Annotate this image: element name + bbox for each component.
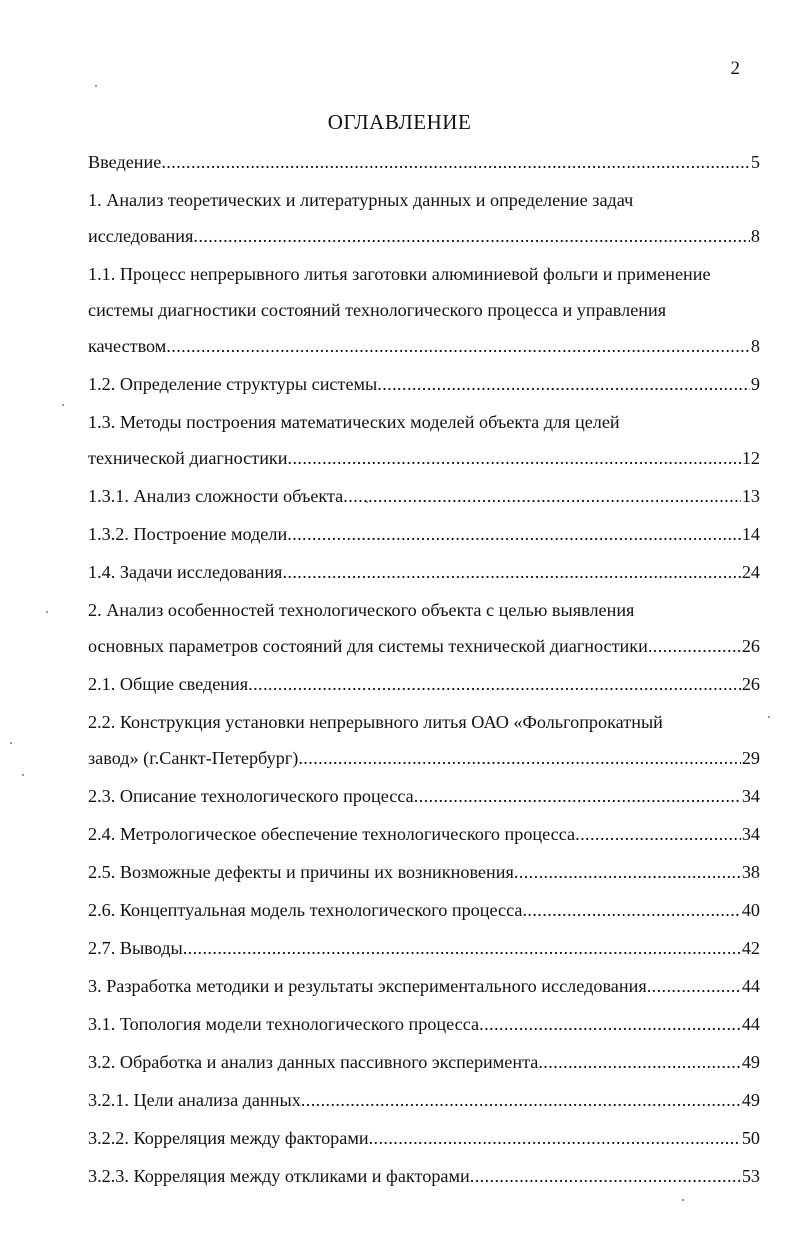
toc-entry-page: 13 <box>741 486 760 506</box>
toc-entry-last-line <box>88 740 760 776</box>
toc-entry-text: 2.5. Возможные дефекты и причины их возникновения <box>88 862 514 882</box>
dot-leader <box>248 666 741 702</box>
dot-leader <box>647 968 741 1004</box>
dot-leader <box>377 366 750 402</box>
toc-entry-last-line <box>88 854 760 890</box>
toc-entry-page: 49 <box>741 1090 760 1110</box>
scan-speck <box>22 774 24 776</box>
toc-entry-last-line <box>88 1044 760 1080</box>
toc-entry <box>88 854 760 890</box>
toc-entry-text: качеством <box>88 336 167 356</box>
scan-speck <box>682 1199 684 1201</box>
table-of-contents <box>88 144 760 1196</box>
toc-entry <box>88 256 760 364</box>
toc-entry-last-line <box>88 218 760 254</box>
dot-leader <box>470 1158 741 1194</box>
toc-entry-last-line <box>88 628 760 664</box>
toc-entry-page: 44 <box>741 976 760 996</box>
toc-entry <box>88 404 760 476</box>
dot-leader <box>298 740 740 776</box>
toc-entry <box>88 666 760 702</box>
toc-entry-text: технической диагностики <box>88 448 288 468</box>
toc-entry-text: Введение <box>88 152 162 172</box>
toc-entry <box>88 1158 760 1194</box>
toc-entry <box>88 892 760 928</box>
toc-entry-page: 49 <box>741 1052 760 1072</box>
toc-entry <box>88 704 760 776</box>
toc-entry-last-line <box>88 478 760 514</box>
toc-entry-last-line <box>88 816 760 852</box>
dot-leader <box>301 1082 741 1118</box>
toc-entry-text: 3.2.2. Корреляция между факторами <box>88 1128 369 1148</box>
toc-entry-line: 2.2. Конструкция установки непрерывного литья ОАО «Фольгопрокатный <box>88 712 663 732</box>
toc-entry-text: 2.3. Описание технологического процесса <box>88 786 414 806</box>
toc-entry-text: 2.4. Метрологическое обеспечение технологического процесса <box>88 824 576 844</box>
toc-entry-last-line <box>88 778 760 814</box>
toc-entry-last-line <box>88 554 760 590</box>
toc-entry-page: 14 <box>741 524 760 544</box>
toc-entry-page: 40 <box>741 900 760 920</box>
toc-entry-text: 1.3.2. Построение модели <box>88 524 288 544</box>
toc-entry-last-line <box>88 516 760 552</box>
dot-leader <box>343 478 741 514</box>
toc-entry-text: 3.1. Топология модели технологического процесса <box>88 1014 480 1034</box>
toc-entry-line: 2. Анализ особенностей технологического объекта с целью выявления <box>88 600 635 620</box>
toc-entry-line: 1.3. Методы построения математических моделей объекта для целей <box>88 412 620 432</box>
scan-speck <box>10 742 12 744</box>
toc-entry-page: 9 <box>750 374 760 394</box>
toc-entry-page: 8 <box>750 226 760 246</box>
toc-entry-text: 1.4. Задачи исследования <box>88 562 283 582</box>
scan-speck <box>62 404 64 406</box>
dot-leader <box>648 628 741 664</box>
scan-speck <box>95 85 97 87</box>
dot-leader <box>166 328 750 364</box>
toc-entry-page: 44 <box>741 1014 760 1034</box>
toc-entry-last-line <box>88 968 760 1004</box>
toc-entry-text: 3. Разработка методики и результаты экспериментального исследования <box>88 976 647 996</box>
toc-entry-page: 53 <box>741 1166 760 1186</box>
toc-entry <box>88 554 760 590</box>
toc-entry-line: системы диагностики состояний технологического процесса и управления <box>88 300 667 320</box>
dot-leader <box>479 1006 741 1042</box>
toc-entry-text: 1.2. Определение структуры системы <box>88 374 378 394</box>
toc-entry <box>88 366 760 402</box>
toc-entry-text: 3.2.1. Цели анализа данных <box>88 1090 301 1110</box>
dot-leader <box>288 440 741 476</box>
toc-entry-text: завод» (г.Санкт-Петербург) <box>88 748 299 768</box>
toc-entry <box>88 816 760 852</box>
dot-leader <box>414 778 741 814</box>
dot-leader <box>514 854 741 890</box>
toc-entry-last-line <box>88 930 760 966</box>
toc-entry-last-line <box>88 366 760 402</box>
toc-entry-page: 8 <box>750 336 760 356</box>
page-number: 2 <box>730 58 740 79</box>
toc-entry-page: 5 <box>750 152 760 172</box>
toc-entry-page: 12 <box>741 448 760 468</box>
toc-entry-page: 26 <box>741 674 760 694</box>
dot-leader <box>193 218 750 254</box>
toc-entry-last-line <box>88 328 760 364</box>
toc-entry-last-line <box>88 1120 760 1156</box>
toc-entry-text: 2.1. Общие сведения <box>88 674 249 694</box>
toc-entry <box>88 478 760 514</box>
dot-leader <box>287 516 741 552</box>
toc-entry-last-line <box>88 440 760 476</box>
toc-entry <box>88 968 760 1004</box>
toc-entry-text: исследования <box>88 226 194 246</box>
toc-title: ОГЛАВЛЕНИЕ <box>327 110 472 134</box>
dot-leader <box>282 554 740 590</box>
toc-entry-page: 42 <box>741 938 760 958</box>
dot-leader <box>522 892 740 928</box>
toc-entry <box>88 592 760 664</box>
toc-entry <box>88 1044 760 1080</box>
toc-entry <box>88 930 760 966</box>
toc-entry-last-line <box>88 666 760 702</box>
toc-entry <box>88 144 760 180</box>
toc-entry-page: 34 <box>741 786 760 806</box>
scan-speck <box>46 611 48 613</box>
toc-entry-text: 2.7. Выводы <box>88 938 183 958</box>
toc-entry-page: 29 <box>741 748 760 768</box>
toc-entry-text: основных параметров состояний для системы технической диагностики <box>88 636 648 656</box>
dot-leader <box>161 144 750 180</box>
dot-leader <box>538 1044 740 1080</box>
toc-entry-page: 38 <box>741 862 760 882</box>
toc-entry-last-line <box>88 1158 760 1194</box>
toc-entry-text: 2.6. Концептуальная модель технологического процесса <box>88 900 523 920</box>
scan-speck <box>366 501 368 503</box>
dot-leader <box>575 816 741 852</box>
toc-entry-page: 26 <box>741 636 760 656</box>
dot-leader <box>183 930 741 966</box>
toc-entry-page: 24 <box>741 562 760 582</box>
toc-entry <box>88 1082 760 1118</box>
scan-speck <box>768 716 770 718</box>
toc-entry-last-line <box>88 1082 760 1118</box>
dot-leader <box>369 1120 741 1156</box>
toc-entry <box>88 1120 760 1156</box>
toc-entry-text: 3.2.3. Корреляция между откликами и факторами <box>88 1166 470 1186</box>
toc-entry <box>88 778 760 814</box>
toc-entry-text: 3.2. Обработка и анализ данных пассивного эксперимента <box>88 1052 539 1072</box>
toc-entry-line: 1. Анализ теоретических и литературных данных и определение задач <box>88 190 634 210</box>
toc-entry-last-line <box>88 1006 760 1042</box>
toc-entry-page: 34 <box>741 824 760 844</box>
toc-entry-text: 1.3.1. Анализ сложности объекта <box>88 486 344 506</box>
toc-entry <box>88 516 760 552</box>
toc-entry-last-line <box>88 892 760 928</box>
toc-entry <box>88 1006 760 1042</box>
toc-entry <box>88 182 760 254</box>
toc-entry-line: 1.1. Процесс непрерывного литья заготовки алюминиевой фольги и применение <box>88 264 711 284</box>
toc-entry-page: 50 <box>741 1128 760 1148</box>
toc-entry-last-line <box>88 144 760 180</box>
